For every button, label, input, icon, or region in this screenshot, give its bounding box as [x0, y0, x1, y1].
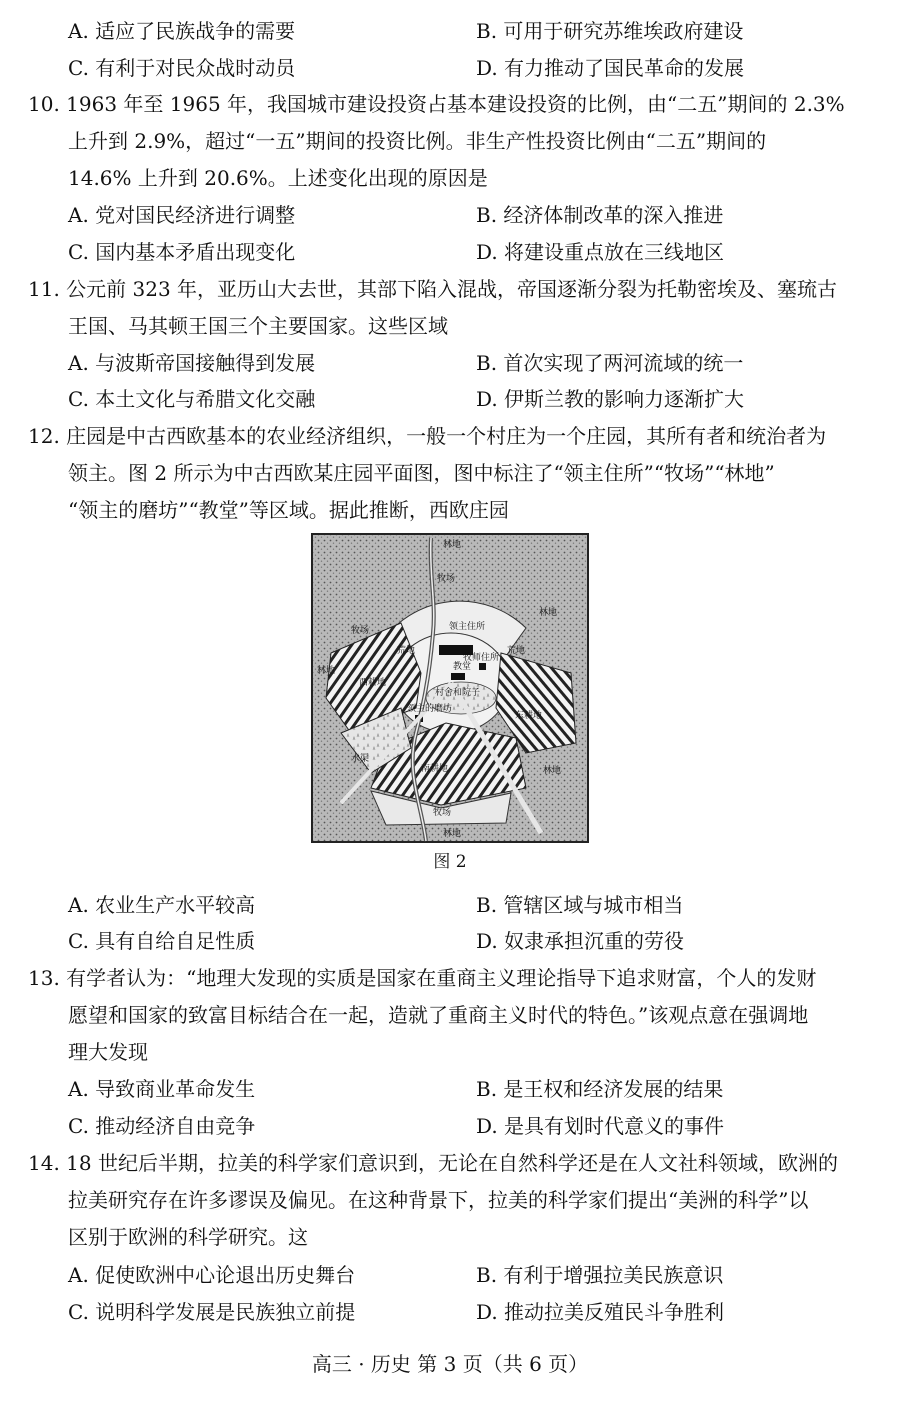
q10-stem-line-2: 上升到 2.9%，超过“一五”期间的投资比例。非生产性投资比例由“二五”期间的 [68, 129, 767, 153]
map-label-wasteland-east: 荒地 [507, 646, 526, 656]
map-label-west-field: 西耕地 [359, 678, 387, 688]
q10-stem-line-1: 10. 1963 年至 1965 年，我国城市建设投资占基本建设投资的比例，由“二五”期间的 2.3% [28, 92, 845, 116]
q14-option-d: D. 推动拉美反殖民斗争胜利 [476, 1300, 725, 1324]
q10-option-d: D. 将建设重点放在三线地区 [476, 240, 725, 264]
map-label-water: 水渠 [351, 754, 370, 764]
pastor-house-building [479, 663, 486, 670]
manor-plan-figure [311, 533, 589, 843]
map-label-forest-right: 林地 [539, 608, 558, 618]
q13-stem-line-2: 愿望和国家的致富目标结合在一起，造就了重商主义时代的特色。”该观点意在强调地 [68, 1003, 809, 1027]
q12-option-b: B. 管辖区域与城市相当 [476, 893, 684, 917]
q9-option-a: A. 适应了民族战争的需要 [68, 19, 296, 43]
map-label-forest-bottom: 林地 [443, 829, 462, 839]
q12-option-d: D. 奴隶承担沉重的劳役 [476, 929, 685, 953]
map-label-mill: 领主的磨坊 [407, 704, 453, 714]
q11-option-a: A. 与波斯帝国接触得到发展 [68, 351, 316, 375]
q10-option-b: B. 经济体制改革的深入推进 [476, 203, 724, 227]
q14-stem-line-2: 拉美研究存在许多谬误及偏见。在这种背景下，拉美的科学家们提出“美洲的科学”以 [68, 1188, 809, 1212]
map-label-lord-house: 领主住所 [449, 622, 486, 632]
map-label-pastor-house: 牧师住所 [463, 653, 500, 663]
q11-option-d: D. 伊斯兰教的影响力逐渐扩大 [476, 387, 745, 411]
q12-stem-line-3: “领主的磨坊”“教堂”等区域。据此推断，西欧庄园 [68, 498, 509, 522]
q14-option-a: A. 促使欧洲中心论退出历史舞台 [68, 1263, 356, 1287]
map-label-pasture-bottom: 牧场 [433, 808, 452, 818]
figure-caption: 图 2 [433, 852, 467, 872]
q9-option-b: B. 可用于研究苏维埃政府建设 [476, 19, 744, 43]
q10-option-c: C. 国内基本矛盾出现变化 [68, 240, 296, 264]
q11-stem-line-2: 王国、马其顿王国三个主要国家。这些区域 [68, 314, 448, 338]
q12-stem-line-2: 领主。图 2 所示为中古西欧某庄园平面图，图中标注了“领主住所”“牧场”“林地” [68, 461, 775, 485]
q11-stem-line-1: 11. 公元前 323 年，亚历山大去世，其部下陷入混战，帝国逐渐分裂为托勒密埃及、塞琉古 [28, 277, 838, 301]
map-label-pasture-top: 牧场 [437, 574, 456, 584]
map-label-east-field: 东耕地 [515, 711, 543, 721]
q13-option-d: D. 是具有划时代意义的事件 [476, 1114, 725, 1138]
page-footer: 高三 · 历史 第 3 页（共 6 页） [311, 1352, 589, 1376]
q13-stem-line-3: 理大发现 [68, 1040, 148, 1064]
q13-stem-line-1: 13. 有学者认为：“地理大发现的实质是国家在重商主义理论指导下追求财富，个人的发财 [28, 966, 817, 990]
q13-option-b: B. 是王权和经济发展的结果 [476, 1077, 724, 1101]
q10-stem-line-3: 14.6% 上升到 20.6%。上述变化出现的原因是 [68, 166, 488, 190]
map-label-wasteland-west: 荒地 [397, 646, 416, 656]
q10-option-a: A. 党对国民经济进行调整 [68, 203, 296, 227]
map-label-pasture-west: 牧场 [351, 626, 370, 636]
q14-option-c: C. 说明科学发展是民族独立前提 [68, 1300, 356, 1324]
q11-option-c: C. 本土文化与希腊文化交融 [68, 387, 316, 411]
q12-option-c: C. 具有自给自足性质 [68, 929, 256, 953]
q13-option-a: A. 导致商业革命发生 [68, 1077, 256, 1101]
q12-stem-line-1: 12. 庄园是中古西欧基本的农业经济组织，一般一个村庄为一个庄园，其所有者和统治者为 [28, 424, 827, 448]
q9-option-d: D. 有力推动了国民革命的发展 [476, 56, 745, 80]
map-label-church: 教堂 [453, 662, 472, 672]
map-label-forest-east: 林地 [543, 766, 562, 776]
q12-option-a: A. 农业生产水平较高 [68, 893, 256, 917]
map-label-forest-top: 林地 [443, 540, 462, 550]
q14-option-b: B. 有利于增强拉美民族意识 [476, 1263, 724, 1287]
church-building [451, 673, 465, 680]
q14-stem-line-1: 14. 18 世纪后半期，拉美的科学家们意识到，无论在自然科学还是在人文社科领域，欧洲的 [28, 1151, 838, 1175]
map-label-village: 村舍和院子 [435, 688, 481, 698]
map-label-south-field: 南耕地 [421, 764, 449, 774]
q11-option-b: B. 首次实现了两河流域的统一 [476, 351, 744, 375]
q9-option-c: C. 有利于对民众战时动员 [68, 56, 296, 80]
map-label-forest-west: 林地 [317, 666, 336, 676]
q13-option-c: C. 推动经济自由竞争 [68, 1114, 256, 1138]
q14-stem-line-3: 区别于欧洲的科学研究。这 [68, 1225, 308, 1249]
